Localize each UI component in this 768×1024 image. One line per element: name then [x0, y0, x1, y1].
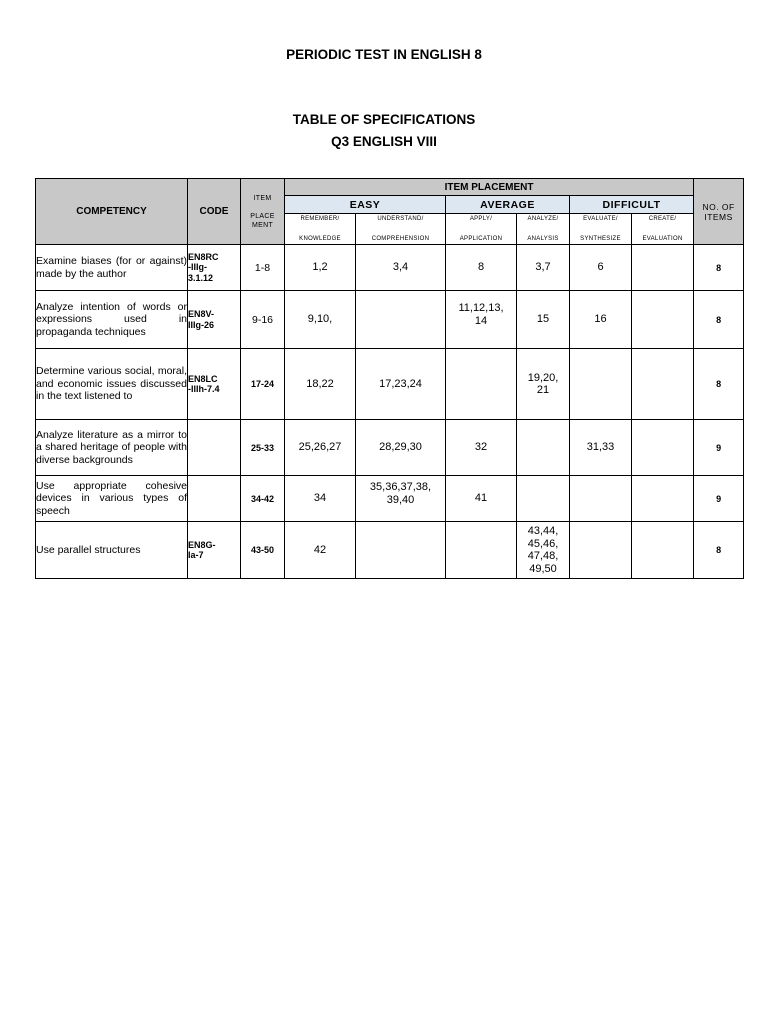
code-text: -IIIh-7.4 [188, 384, 220, 394]
header-text: APPLICATION [459, 236, 503, 242]
header-apply [446, 214, 517, 245]
remember-cell: 25,26,27 [285, 420, 356, 476]
header-text: ANALYSIS [527, 236, 559, 242]
analyze-cell [517, 522, 570, 579]
header-item-placement-column [241, 179, 285, 245]
evaluate-cell: 6 [570, 245, 632, 291]
understand-cell [356, 522, 446, 579]
cell-text: 19,20, [527, 371, 559, 384]
placement-cell: 17-24 [241, 349, 285, 420]
placement-cell: 43-50 [241, 522, 285, 579]
table-row [36, 245, 744, 291]
evaluate-cell [570, 349, 632, 420]
apply-cell [446, 291, 517, 349]
table-row [36, 349, 744, 420]
code-cell [188, 522, 241, 579]
cell-text: 35,36,37,38, [369, 481, 432, 493]
code-text: EN8LC [188, 373, 218, 384]
table-row [36, 420, 744, 476]
specifications-table [35, 178, 744, 579]
competency-cell: Analyze literature as a mirror to a shared heritage of people with diverse backgrounds [36, 420, 188, 476]
header-understand [356, 214, 446, 245]
code-text: 3.1.12 [188, 272, 214, 283]
understand-cell: 17,23,24 [356, 349, 446, 420]
header-text: COMPREHENSION [371, 236, 430, 242]
analyze-cell: 15 [517, 291, 570, 349]
code-cell [188, 349, 241, 420]
cell-text: 49,50 [529, 562, 557, 575]
understand-cell [356, 476, 446, 522]
items-count-cell: 8 [694, 245, 744, 291]
document-title: PERIODIC TEST IN ENGLISH 8 [286, 47, 482, 62]
competency-cell: Use parallel structures [36, 522, 188, 579]
create-cell [632, 245, 694, 291]
header-text: MENT [251, 221, 274, 229]
table-row [36, 291, 744, 349]
header-text: CREATE/ [648, 216, 677, 222]
code-cell [188, 476, 241, 522]
apply-cell [446, 349, 517, 420]
cell-text: 43,44, [527, 525, 559, 537]
apply-cell [446, 522, 517, 579]
evaluate-cell: 16 [570, 291, 632, 349]
remember-cell: 9,10, [285, 291, 356, 349]
header-text: NO. OF [702, 201, 735, 212]
placement-cell: 1-8 [241, 245, 285, 291]
analyze-cell: 3,7 [517, 245, 570, 291]
remember-cell: 34 [285, 476, 356, 522]
cell-text: 14 [474, 314, 488, 327]
header-evaluate [570, 214, 632, 245]
items-count-cell: 8 [694, 522, 744, 579]
header-text: APPLY/ [469, 216, 493, 222]
table-row [36, 476, 744, 522]
header-average: AVERAGE [446, 196, 570, 214]
create-cell [632, 522, 694, 579]
items-count-cell: 9 [694, 420, 744, 476]
analyze-cell [517, 349, 570, 420]
header-text: EVALUATE/ [583, 216, 618, 222]
code-cell [188, 245, 241, 291]
create-cell [632, 476, 694, 522]
apply-cell: 32 [446, 420, 517, 476]
analyze-cell [517, 420, 570, 476]
code-text: EN8G- [188, 539, 216, 550]
header-text: REMEMBER/ [300, 216, 340, 222]
code-text: EN8V- [188, 309, 215, 319]
cell-text: 45,46, [527, 537, 559, 550]
remember-cell: 42 [285, 522, 356, 579]
apply-cell: 41 [446, 476, 517, 522]
understand-cell: 3,4 [356, 245, 446, 291]
header-item-placement-group: ITEM PLACEMENT [285, 179, 694, 196]
code-text: EN8RC [188, 251, 219, 262]
understand-cell: 28,29,30 [356, 420, 446, 476]
create-cell [632, 291, 694, 349]
code-cell [188, 291, 241, 349]
header-text: KNOWLEDGE [299, 236, 341, 242]
placement-cell: 9-16 [241, 291, 285, 349]
cell-text: 21 [536, 384, 550, 396]
understand-cell [356, 291, 446, 349]
quarter-subtitle: Q3 ENGLISH VIII [331, 134, 437, 149]
competency-cell: Analyze intention of words or expressions used in propaganda techniques [36, 291, 188, 349]
header-competency: COMPETENCY [36, 179, 188, 245]
evaluate-cell: 31,33 [570, 420, 632, 476]
header-code: CODE [188, 179, 241, 245]
table-row [36, 522, 744, 579]
header-create [632, 214, 694, 245]
remember-cell: 1,2 [285, 245, 356, 291]
placement-cell: 25-33 [241, 420, 285, 476]
header-text: ITEM [253, 194, 272, 202]
create-cell [632, 349, 694, 420]
items-count-cell: 8 [694, 349, 744, 420]
create-cell [632, 420, 694, 476]
items-count-cell: 9 [694, 476, 744, 522]
header-difficult: DIFFICULT [570, 196, 694, 214]
header-text: ITEMS [704, 211, 733, 222]
evaluate-cell [570, 522, 632, 579]
cell-text: 39,40 [386, 493, 415, 506]
apply-cell: 8 [446, 245, 517, 291]
table-of-specifications-title: TABLE OF SPECIFICATIONS [292, 112, 476, 127]
competency-cell: Determine various social, moral, and economic issues discussed in the text listened to [36, 349, 188, 420]
header-text: UNDERSTAND/ [377, 216, 424, 222]
remember-cell: 18,22 [285, 349, 356, 420]
header-text: SYNTHESIZE [580, 236, 621, 242]
header-easy: EASY [285, 196, 446, 214]
code-text: IIIg-26 [188, 319, 215, 330]
analyze-cell [517, 476, 570, 522]
header-text: EVALUATION [642, 236, 683, 242]
placement-cell: 34-42 [241, 476, 285, 522]
code-text: Ia-7 [188, 550, 204, 560]
header-remember [285, 214, 356, 245]
competency-cell: Examine biases (for or against) made by the author [36, 245, 188, 291]
header-no-of-items [694, 179, 744, 245]
header-text: ANALYZE/ [527, 216, 559, 222]
evaluate-cell [570, 476, 632, 522]
cell-text: 47,48, [527, 550, 559, 562]
header-analyze [517, 214, 570, 245]
competency-cell: Use appropriate cohesive devices in various types of speech [36, 476, 188, 522]
cell-text: 11,12,13, [458, 302, 504, 314]
code-text: -IIIg- [188, 262, 207, 273]
header-text: PLACE [250, 212, 275, 220]
code-cell [188, 420, 241, 476]
items-count-cell: 8 [694, 291, 744, 349]
